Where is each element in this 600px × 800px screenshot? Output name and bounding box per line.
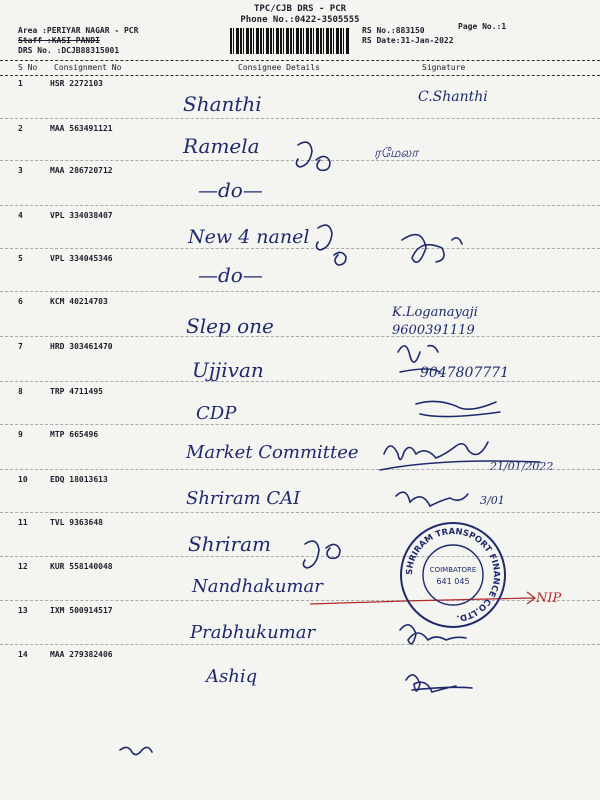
signature-scribble — [416, 401, 500, 416]
consignment-number: MTP 665496 — [50, 430, 99, 439]
signature-date: 3/01 — [480, 494, 505, 507]
initial-scribble — [296, 142, 330, 170]
svg-text:SHRIRAM TRANSPORT FINANCE CO.L — [405, 527, 501, 623]
consignment-number: KCM 40214703 — [50, 297, 108, 306]
row-number: 5 — [18, 254, 23, 263]
row-number: 14 — [18, 650, 28, 659]
rs-number: RS No.:883150 — [362, 26, 425, 35]
consignment-number: MAA 286720712 — [50, 166, 113, 175]
consignment-number: IXM 500914517 — [50, 606, 113, 615]
row-divider — [0, 381, 600, 382]
row-number: 11 — [18, 518, 28, 527]
header-right — [362, 26, 454, 46]
signature-handwritten: 9047807771 — [420, 365, 510, 381]
signature-scribble — [396, 492, 468, 506]
row-number: 7 — [18, 342, 23, 351]
rs-date: RS Date:31-Jan-2022 — [362, 36, 454, 45]
row-number: 13 — [18, 606, 28, 615]
consignment-number: KUR 558140048 — [50, 562, 113, 571]
consignee-handwritten: Nandhakumar — [192, 576, 323, 597]
consignment-number: HSR 2272103 — [50, 79, 103, 88]
barcode-image — [230, 28, 350, 54]
row-number: 12 — [18, 562, 28, 571]
consignee-handwritten: Ujjivan — [192, 358, 264, 382]
consignee-handwritten: —do— — [198, 178, 263, 202]
signature-handwritten: C.Shanthi — [418, 89, 488, 105]
column-consignment: Consignment No — [54, 63, 122, 72]
row-divider — [0, 469, 600, 470]
consignee-handwritten: —do— — [198, 263, 263, 287]
signature-handwritten: ரமேலா — [374, 146, 418, 161]
drs-number: DRS No. :DCJB88315001 — [18, 46, 120, 55]
consignee-handwritten: Market Committee — [186, 442, 359, 463]
consignment-number: HRD 303461470 — [50, 342, 113, 351]
consignment-number: TVL 9363648 — [50, 518, 103, 527]
phone-number: Phone No.:0422-3505555 — [240, 15, 360, 25]
row-number: 9 — [18, 430, 23, 439]
signature-scribble — [406, 675, 472, 692]
column-header-row — [0, 60, 600, 76]
company-stamp — [398, 520, 508, 630]
header-left — [18, 26, 138, 56]
consignment-number: EDQ 18013613 — [50, 475, 108, 484]
consignee-handwritten: Shriram CAI — [186, 488, 301, 509]
row-divider — [0, 291, 600, 292]
area-field: Area :PERIYAR NAGAR - PCR — [18, 26, 139, 35]
row-divider — [0, 644, 600, 645]
initial-scribble — [303, 541, 340, 568]
consignee-handwritten: Ashiq — [206, 666, 258, 687]
row-divider — [0, 160, 600, 161]
stamp-ring-text: SHRIRAM TRANSPORT FINANCE CO.LTD. — [404, 526, 502, 623]
consignee-handwritten: Slep one — [186, 314, 274, 338]
row-divider — [0, 118, 600, 119]
signature-handwritten: K.Loganayaji 9600391119 — [392, 305, 478, 338]
consignment-number: TRP 4711495 — [50, 387, 103, 396]
stamp-pin: 641 045 — [436, 577, 470, 586]
row-number: 1 — [18, 79, 23, 88]
header-center — [180, 4, 420, 26]
nip-note: NIP — [536, 591, 562, 606]
row-divider — [0, 556, 600, 557]
column-signature: Signature — [422, 63, 466, 72]
consignee-handwritten: Ramela — [183, 134, 260, 158]
row-number: 6 — [18, 297, 23, 306]
row-divider — [0, 336, 600, 337]
page-number: Page No.:1 — [458, 22, 507, 31]
scribble-footer — [120, 747, 152, 754]
consignment-number: MAA 279382406 — [50, 650, 113, 659]
row-divider — [0, 424, 600, 425]
consignment-number: VPL 334045346 — [50, 254, 113, 263]
consignment-number: VPL 334038407 — [50, 211, 113, 220]
consignee-handwritten: Prabhukumar — [190, 622, 316, 643]
consignee-handwritten: CDP — [196, 403, 237, 424]
row-divider — [0, 248, 600, 249]
consignee-handwritten: Shanthi — [183, 92, 262, 116]
signature-scribble — [384, 442, 488, 460]
row-number: 2 — [18, 124, 23, 133]
row-number: 8 — [18, 387, 23, 396]
staff-field: Staff :KASI PANDI — [18, 36, 100, 45]
column-sno: S No — [18, 63, 38, 72]
row-divider — [0, 205, 600, 206]
initial-scribble — [316, 225, 346, 265]
signature-date: 21/01/2022 — [490, 460, 554, 473]
row-number: 4 — [18, 211, 23, 220]
stamp-city: COIMBATORE — [429, 566, 477, 574]
consignee-handwritten: Shriram — [188, 532, 271, 556]
consignee-handwritten: New 4 nanel — [188, 226, 310, 248]
sheet-title: TPC/CJB DRS - PCR — [253, 4, 347, 14]
row-divider — [0, 512, 600, 513]
row-number: 3 — [18, 166, 23, 175]
row-divider — [0, 600, 600, 601]
row-number: 10 — [18, 475, 28, 484]
consignment-number: MAA 563491121 — [50, 124, 113, 133]
column-consignee-details: Consignee Details — [238, 63, 320, 72]
